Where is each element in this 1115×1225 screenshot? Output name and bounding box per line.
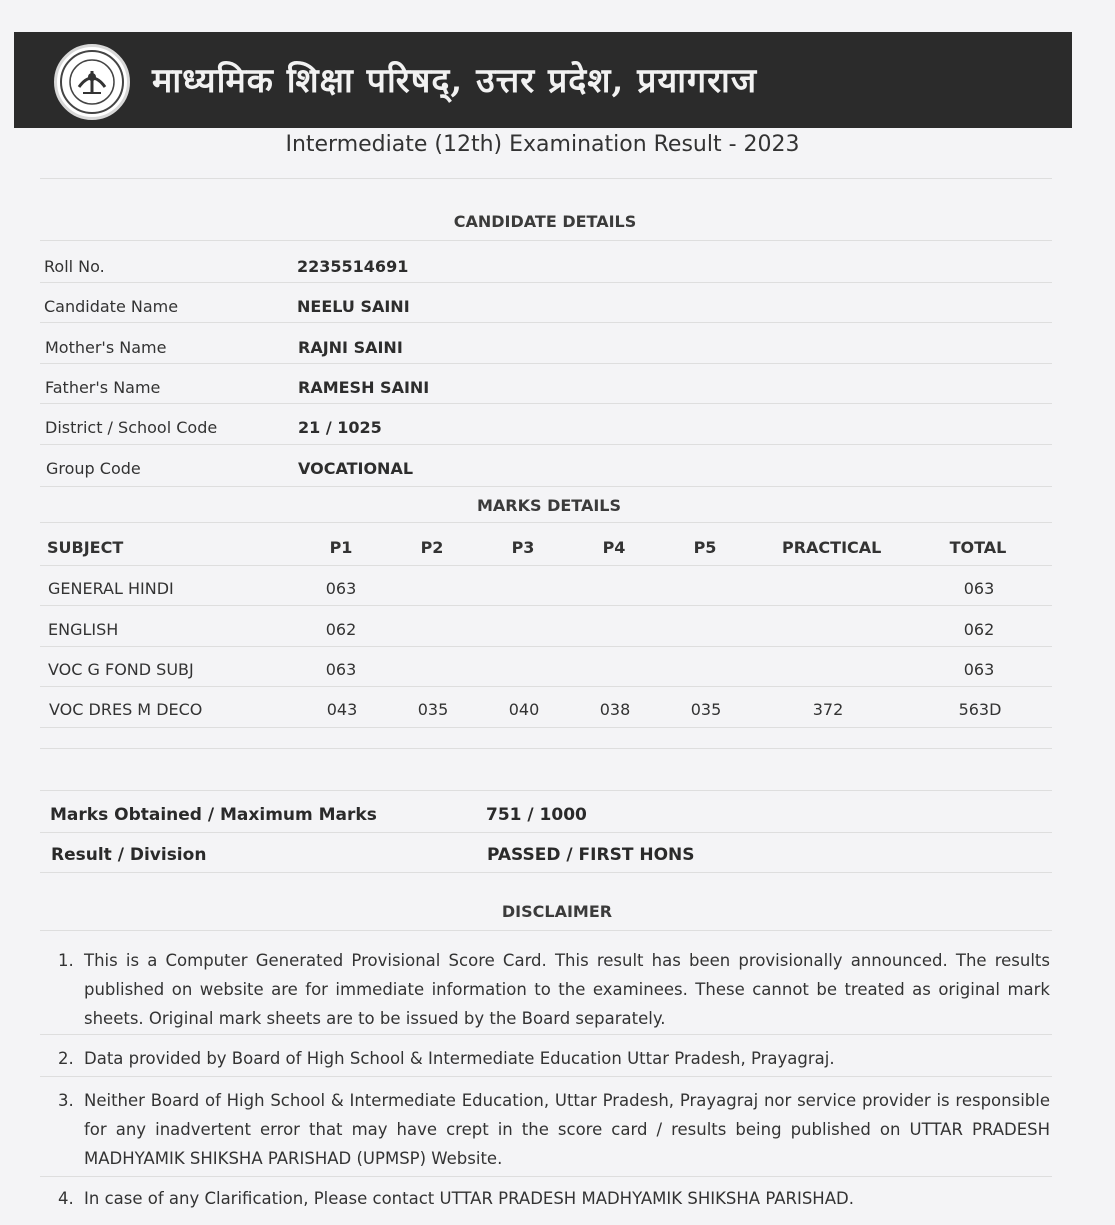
field-label: Mother's Name <box>45 338 167 357</box>
col-header-p4: P4 <box>602 538 626 557</box>
marks-summary-row <box>0 805 1100 829</box>
divider <box>40 1176 1052 1177</box>
divider <box>40 872 1052 873</box>
result-row <box>0 845 1100 869</box>
item-text: In case of any Clarification, Please contact UTTAR PRADESH MADHYAMIK SHIKSHA PARISHAD. <box>84 1189 854 1208</box>
candidate-details-title: CANDIDATE DETAILS <box>453 212 637 231</box>
candidate-row-district <box>0 418 1100 442</box>
divider <box>40 930 1052 931</box>
disclaimer-item-3 <box>58 1086 1050 1176</box>
divider <box>40 832 1052 833</box>
divider <box>40 646 1052 647</box>
marks-obtained-label: Marks Obtained / Maximum Marks <box>50 805 377 825</box>
mark-total: 062 <box>963 620 995 639</box>
mark-total: 063 <box>963 579 995 598</box>
group-code: VOCATIONAL <box>298 459 414 478</box>
item-number: 4. <box>58 1189 74 1208</box>
candidate-row-roll <box>0 257 1100 281</box>
divider <box>40 565 1052 566</box>
item-text: Data provided by Board of High School & Intermediate Education Uttar Pradesh, Prayagraj. <box>84 1049 835 1068</box>
marks-details-title: MARKS DETAILS <box>476 496 622 515</box>
subject-name: VOC DRES M DECO <box>49 700 203 719</box>
divider <box>40 282 1052 283</box>
col-header-p1: P1 <box>329 538 353 557</box>
subject-name: GENERAL HINDI <box>48 579 174 598</box>
subject-name: ENGLISH <box>48 620 119 639</box>
col-header-total: TOTAL <box>949 538 1007 557</box>
marks-header-row <box>0 538 1100 562</box>
divider <box>40 790 1052 791</box>
disclaimer-item-2 <box>58 1044 1050 1074</box>
divider <box>40 486 1052 487</box>
table-row <box>0 579 1100 603</box>
col-header-p3: P3 <box>511 538 535 557</box>
disclaimer-item-4 <box>58 1184 1050 1214</box>
mark-p2: 035 <box>417 700 449 719</box>
divider <box>40 605 1052 606</box>
field-label: Candidate Name <box>44 297 179 316</box>
result-label: Result / Division <box>51 845 207 865</box>
field-label: Roll No. <box>44 257 105 276</box>
candidate-row-name <box>0 297 1100 321</box>
father-name: RAMESH SAINI <box>298 378 430 397</box>
result-value: PASSED / FIRST HONS <box>487 845 695 865</box>
field-label: District / School Code <box>45 418 218 437</box>
mark-p4: 038 <box>599 700 631 719</box>
field-label: Group Code <box>46 459 141 478</box>
mark-p1: 062 <box>325 620 357 639</box>
item-number: 2. <box>58 1049 74 1068</box>
marks-obtained-value: 751 / 1000 <box>486 805 587 825</box>
board-name: माध्यमिक शिक्षा परिषद्, उत्तर प्रदेश, प्रयागराज <box>152 61 758 101</box>
divider <box>40 240 1052 241</box>
disclaimer-item-1 <box>58 946 1050 1036</box>
mark-total: 563D <box>958 700 1002 719</box>
mark-practical: 372 <box>812 700 844 719</box>
exam-title: Intermediate (12th) Examination Result - 2023 <box>285 132 800 157</box>
item-number: 3. <box>58 1091 74 1110</box>
candidate-row-group <box>0 459 1100 483</box>
table-row <box>0 660 1100 684</box>
mark-p1: 063 <box>325 660 357 679</box>
item-text: Neither Board of High School & Intermediate Education, Uttar Pradesh, Prayagraj nor service provider is responsible for any inadvertent error that may have crept in the score card / results being published on UTTAR PRADESH MADHYAMIK SHIKSHA PARISHAD (UPMSP) Website. <box>84 1091 1050 1168</box>
mark-p5: 035 <box>690 700 722 719</box>
divider <box>40 403 1052 404</box>
district-school-code: 21 / 1025 <box>298 418 382 437</box>
divider <box>40 522 1052 523</box>
table-row <box>0 700 1100 724</box>
divider <box>40 178 1052 179</box>
col-header-p2: P2 <box>420 538 444 557</box>
candidate-row-father <box>0 378 1100 402</box>
divider <box>40 444 1052 445</box>
col-header-subject: SUBJECT <box>47 538 124 557</box>
col-header-practical: PRACTICAL <box>782 538 882 557</box>
divider <box>40 363 1052 364</box>
mark-total: 063 <box>963 660 995 679</box>
item-number: 1. <box>58 951 74 970</box>
subject-name: VOC G FOND SUBJ <box>48 660 194 679</box>
candidate-row-mother <box>0 338 1100 362</box>
header-band <box>14 32 1072 128</box>
mark-p1: 063 <box>325 579 357 598</box>
divider <box>40 322 1052 323</box>
mark-p1: 043 <box>326 700 358 719</box>
field-label: Father's Name <box>45 378 161 397</box>
upmsp-seal-icon <box>54 44 130 120</box>
divider <box>40 727 1052 728</box>
divider <box>40 748 1052 749</box>
roll-number: 2235514691 <box>297 257 409 276</box>
divider <box>40 1034 1052 1035</box>
candidate-name: NEELU SAINI <box>297 297 410 316</box>
divider <box>40 1076 1052 1077</box>
item-text: This is a Computer Generated Provisional Score Card. This result has been provisionally announced. The results published on website are for immediate information to the examinees. These cannot be treated as original mark sheets. Original mark sheets are to be issued by the Board separately. <box>84 951 1050 1028</box>
disclaimer-title: DISCLAIMER <box>501 902 613 921</box>
table-row <box>0 620 1100 644</box>
mother-name: RAJNI SAINI <box>298 338 403 357</box>
mark-p3: 040 <box>508 700 540 719</box>
col-header-p5: P5 <box>693 538 717 557</box>
divider <box>40 686 1052 687</box>
